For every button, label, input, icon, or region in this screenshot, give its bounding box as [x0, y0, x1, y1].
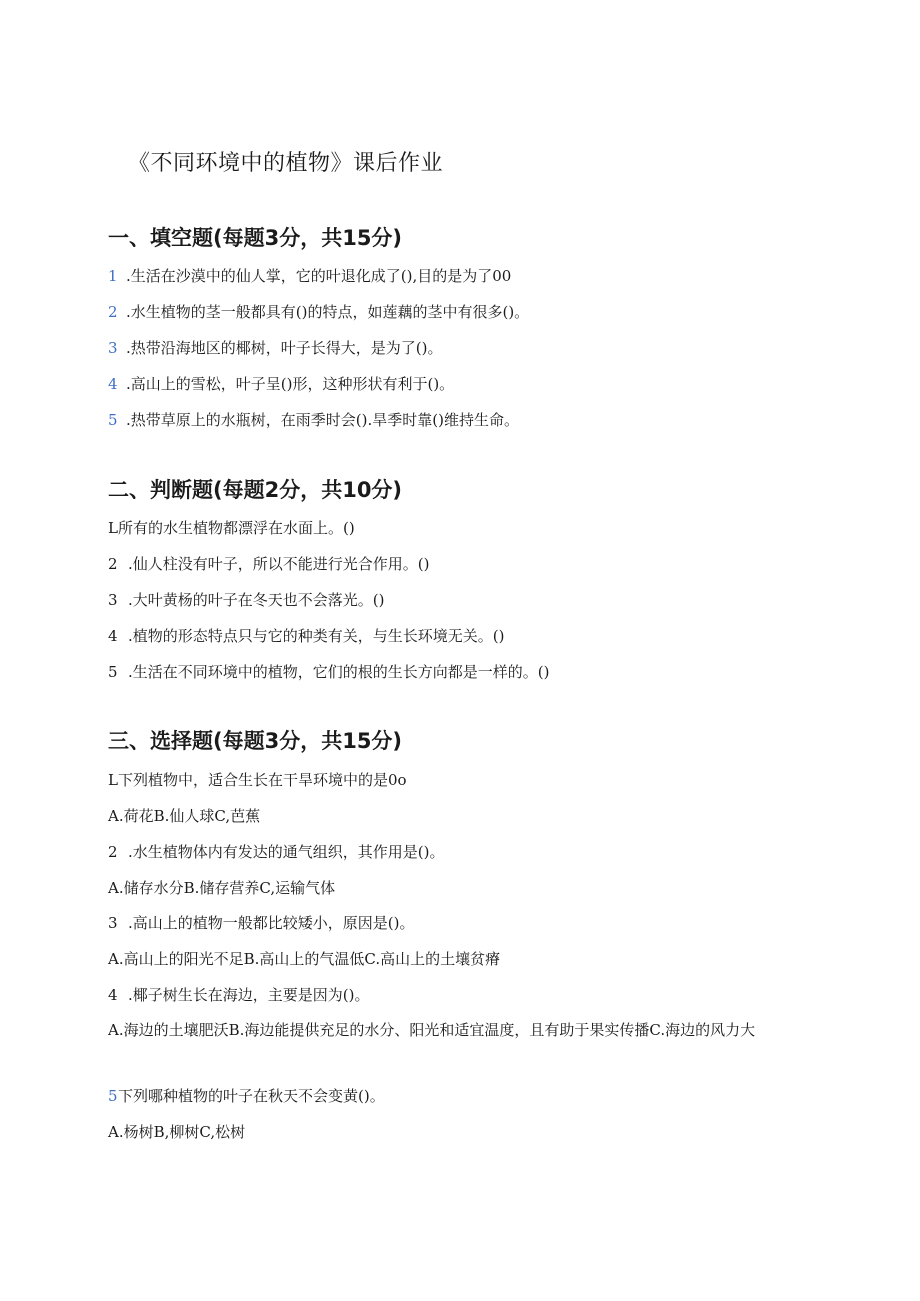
true-false-question-1: L所有的水生植物都漂浮在水面上。(): [108, 519, 355, 537]
choice-question-4-options: A.海边的土壤肥沃B.海边能提供充足的水分、阳光和适宜温度，且有助于果实传播C.海边的风力大: [108, 1021, 756, 1039]
true-false-question-2: [108, 554, 429, 574]
question-number: 4: [108, 986, 118, 1004]
question-text: .水生植物体内有发达的通气组织，其作用是()。: [128, 843, 445, 861]
section-heading-fill-in: 一、填空题(每题3分，共15分): [108, 226, 403, 250]
question-number: 5: [108, 1087, 118, 1105]
true-false-question-5: [108, 662, 549, 682]
question-text: .热带沿海地区的椰树，叶子长得大，是为了()。: [126, 339, 443, 357]
question-number: 1: [108, 267, 118, 285]
question-number: 5: [108, 411, 118, 429]
question-text: .生活在沙漠中的仙人掌，它的叶退化成了(),目的是为了00: [126, 267, 512, 285]
question-number: 2: [108, 555, 118, 573]
fill-in-question-1: [108, 266, 511, 286]
question-number: 2: [108, 303, 118, 321]
question-text: .高山上的雪松，叶子呈()形，这种形状有利于()。: [126, 375, 455, 393]
choice-question-5-options: A.杨树B,柳树C,松树: [108, 1123, 246, 1141]
section-heading-true-false: 二、判断题(每题2分，共10分): [108, 478, 403, 502]
choice-question-5: [108, 1086, 385, 1106]
choice-question-2: [108, 842, 444, 862]
section-heading-multiple-choice: 三、选择题(每题3分，共15分): [108, 729, 403, 753]
choice-question-2-options: A.储存水分B.储存营养C,运输气体: [108, 879, 336, 897]
question-text: .植物的形态特点只与它的种类有关，与生长环境无关。(): [128, 627, 505, 645]
true-false-question-4: [108, 626, 504, 646]
fill-in-question-3: [108, 338, 442, 358]
question-text: .生活在不同环境中的植物，它们的根的生长方向都是一样的。(): [128, 663, 550, 681]
choice-question-3-options: A.高山上的阳光不足B.高山上的气温低C.高山上的土壤贫瘠: [108, 950, 501, 968]
question-text: .热带草原上的水瓶树，在雨季时会().旱季时靠()维持生命。: [126, 411, 519, 429]
question-text: .水生植物的茎一般都具有()的特点，如莲藕的茎中有很多()。: [126, 303, 530, 321]
fill-in-question-2: [108, 302, 529, 322]
choice-question-1: L下列植物中，适合生长在干旱环境中的是0o: [108, 771, 407, 789]
question-number: 4: [108, 375, 118, 393]
question-number: 2: [108, 843, 118, 861]
question-text: 下列哪种植物的叶子在秋天不会变黄()。: [118, 1087, 385, 1105]
question-text: .高山上的植物一般都比较矮小，原因是()。: [128, 914, 415, 932]
document-title: 《不同环境中的植物》课后作业: [128, 151, 444, 176]
question-number: 5: [108, 663, 118, 681]
choice-question-3: [108, 913, 414, 933]
question-text: .仙人柱没有叶子，所以不能进行光合作用。(): [128, 555, 430, 573]
choice-question-1-options: A.荷花B.仙人球C,芭蕉: [108, 807, 261, 825]
true-false-question-3: [108, 590, 384, 610]
question-number: 3: [108, 339, 118, 357]
question-number: 4: [108, 627, 118, 645]
question-text: .椰子树生长在海边，主要是因为()。: [128, 986, 370, 1004]
question-number: 3: [108, 914, 118, 932]
fill-in-question-4: [108, 374, 454, 394]
question-number: 3: [108, 591, 118, 609]
fill-in-question-5: [108, 410, 519, 430]
question-text: .大叶黄杨的叶子在冬天也不会落光。(): [128, 591, 385, 609]
choice-question-4: [108, 985, 369, 1005]
